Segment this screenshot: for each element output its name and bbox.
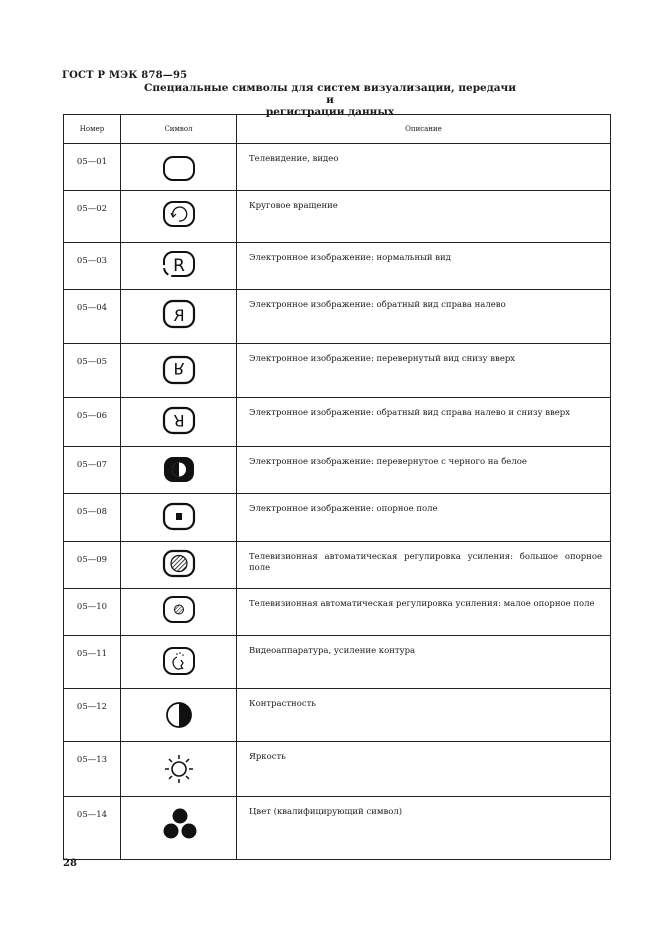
table-row: [64, 542, 611, 589]
row-number: 05—06: [64, 398, 121, 447]
row-description: Видеоаппаратура, усиление контура: [237, 636, 611, 689]
row-description: Контрастность: [237, 689, 611, 742]
row-number: 05—01: [64, 144, 121, 191]
row-symbol: [121, 344, 237, 398]
row-symbol: [121, 742, 237, 797]
header-symbol: Символ: [121, 115, 237, 144]
row-number: 05—10: [64, 589, 121, 636]
black-to-white-icon: [121, 447, 237, 493]
row-symbol: [121, 243, 237, 290]
row-description: Электронное изображение: опорное поле: [237, 494, 611, 542]
row-symbol: [121, 689, 237, 742]
contrast-icon: [121, 689, 237, 741]
row-description: Электронное изображение: перевернутый вид снизу вверх: [237, 344, 611, 398]
table-row: [64, 243, 611, 290]
row-symbol: [121, 636, 237, 689]
table-row: [64, 589, 611, 636]
table-row: [64, 689, 611, 742]
row-symbol: [121, 447, 237, 494]
row-description: Электронное изображение: обратный вид справа налево: [237, 290, 611, 344]
contour-enhancement-icon: [121, 636, 237, 688]
svg-text:R: R: [173, 256, 185, 276]
row-number: 05—13: [64, 742, 121, 797]
table-title-line-1: Специальные символы для систем визуализации, передачи и: [144, 82, 516, 106]
document-code: ГОСТ Р МЭК 878—95: [62, 70, 188, 81]
image-mirrored-r-icon: [121, 290, 237, 343]
agc-small-field-icon: [121, 589, 237, 635]
table-row: [64, 144, 611, 191]
table-header-row: [64, 115, 611, 144]
row-symbol: [121, 398, 237, 447]
row-symbol: [121, 797, 237, 860]
table-row: [64, 636, 611, 689]
row-number: 05—04: [64, 290, 121, 344]
color-dots-icon: [121, 797, 237, 859]
row-description: Яркость: [237, 742, 611, 797]
svg-text:R: R: [173, 306, 185, 325]
row-number: 05—02: [64, 191, 121, 243]
row-description: Цвет (квалифицирующий символ): [237, 797, 611, 860]
table-row: [64, 742, 611, 797]
symbols-table: [63, 114, 611, 860]
row-symbol: [121, 144, 237, 191]
page-number: 28: [63, 858, 77, 869]
table-title: [140, 82, 520, 118]
row-number: 05—14: [64, 797, 121, 860]
row-description: Телевидение, видео: [237, 144, 611, 191]
row-description: Электронное изображение: нормальный вид: [237, 243, 611, 290]
row-description: Электронное изображение: перевернутое с черного на белое: [237, 447, 611, 494]
row-symbol: [121, 290, 237, 344]
table-row: [64, 191, 611, 243]
row-description: Круговое вращение: [237, 191, 611, 243]
svg-text:R: R: [173, 359, 185, 378]
row-number: 05—05: [64, 344, 121, 398]
row-symbol: [121, 494, 237, 542]
svg-text:R: R: [173, 411, 185, 430]
row-symbol: [121, 191, 237, 243]
row-number: 05—12: [64, 689, 121, 742]
row-number: 05—03: [64, 243, 121, 290]
header-description: Описание: [237, 115, 611, 144]
table-row: [64, 344, 611, 398]
screen-icon: [121, 144, 237, 190]
row-symbol: [121, 542, 237, 589]
header-number: Номер: [64, 115, 121, 144]
row-symbol: [121, 589, 237, 636]
agc-large-field-icon: [121, 542, 237, 588]
image-normal-r-icon: [121, 243, 237, 289]
table-row: [64, 447, 611, 494]
reference-field-icon: [121, 494, 237, 541]
row-description: Телевизионная автоматическая регулировка усиления: малое опорное поле: [237, 589, 611, 636]
row-description: Электронное изображение: обратный вид справа налево и снизу вверх: [237, 398, 611, 447]
brightness-icon: [121, 742, 237, 796]
row-number: 05—07: [64, 447, 121, 494]
image-flipped-r-icon: [121, 344, 237, 397]
image-rotated-r-icon: [121, 398, 237, 446]
table-title-line-2: регистрации данных: [265, 106, 395, 118]
row-number: 05—11: [64, 636, 121, 689]
row-number: 05—08: [64, 494, 121, 542]
table-row: [64, 398, 611, 447]
table-row: [64, 290, 611, 344]
table-row: [64, 797, 611, 860]
circular-rotation-icon: [121, 191, 237, 242]
row-description: Телевизионная автоматическая регулировка усиления: большое опорное поле: [237, 542, 611, 589]
table-row: [64, 494, 611, 542]
row-number: 05—09: [64, 542, 121, 589]
